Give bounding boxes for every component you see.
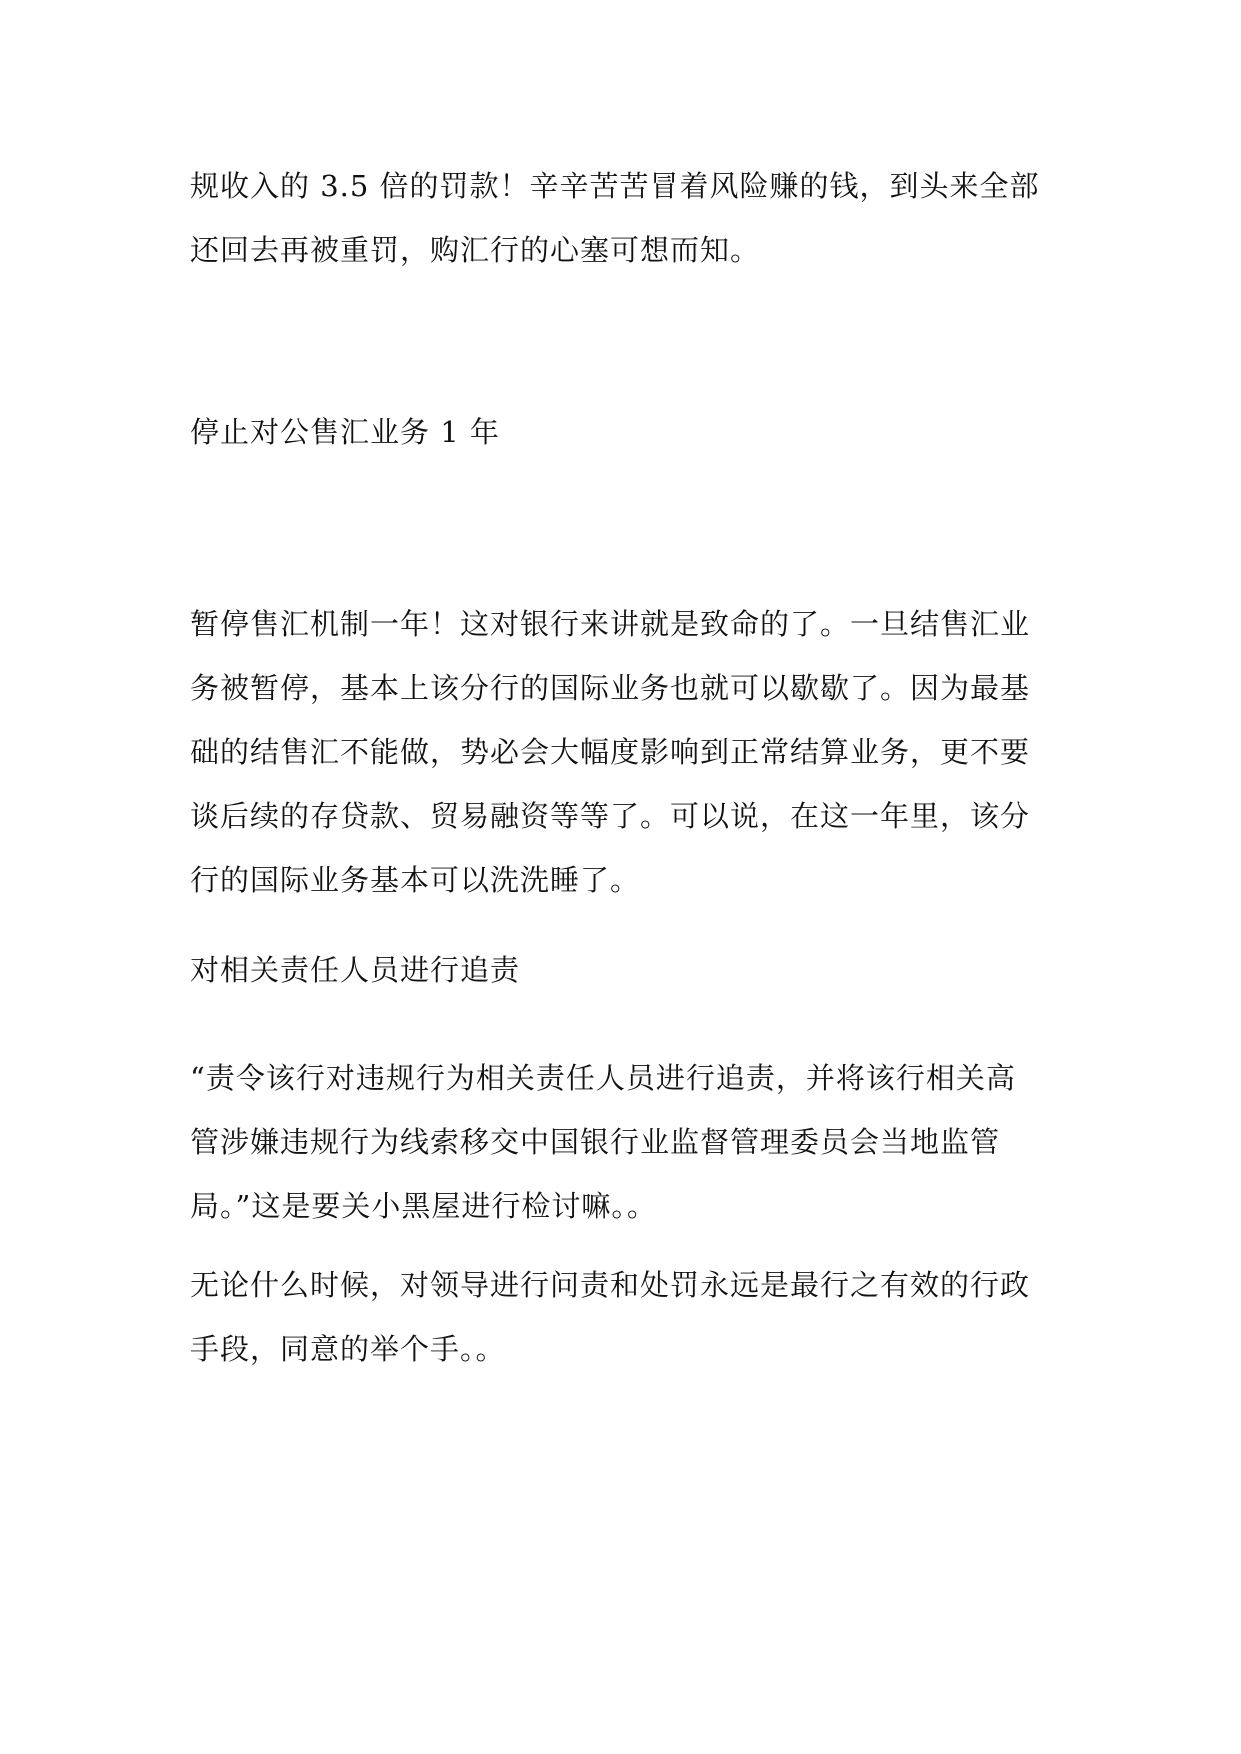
paragraph-line: “责令该行对违规行为相关责任人员进行追责，并将该行相关高	[190, 1061, 1016, 1095]
paragraph-suspension-impact	[190, 592, 1060, 912]
heading-line: 停止对公售汇业务 1 年	[190, 415, 500, 449]
paragraph-line: 无论什么时候，对领导进行问责和处罚永远是最行之有效的行政	[190, 1268, 1031, 1302]
paragraph-line: 局。”这是要关小黑屋进行检讨嘛。。	[190, 1189, 657, 1223]
section-heading-suspend-sales	[190, 400, 1060, 464]
paragraph-leadership-accountability	[190, 1253, 1060, 1381]
paragraph-line: 行的国际业务基本可以洗洗睡了。	[190, 863, 641, 897]
paragraph-line: 手段，同意的举个手。。	[190, 1332, 506, 1366]
paragraph-line: 谈后续的存贷款、贸易融资等等了。可以说，在这一年里，该分	[190, 799, 1031, 833]
paragraph-line: 还回去再被重罚，购汇行的心塞可想而知。	[190, 233, 761, 267]
paragraph-penalty-consequence	[190, 154, 1060, 282]
heading-line: 对相关责任人员进行追责	[190, 953, 521, 987]
paragraph-line: 管涉嫌违规行为线索移交中国银行业监督管理委员会当地监管	[190, 1125, 1001, 1159]
paragraph-line: 务被暂停，基本上该分行的国际业务也就可以歇歇了。因为最基	[190, 671, 1031, 705]
section-heading-accountability	[190, 938, 1060, 1002]
paragraph-line: 暂停售汇机制一年！这对银行来讲就是致命的了。一旦结售汇业	[190, 607, 1031, 641]
paragraph-line: 础的结售汇不能做，势必会大幅度影响到正常结算业务，更不要	[190, 735, 1031, 769]
paragraph-line: 规收入的 3.5 倍的罚款！辛辛苦苦冒着风险赚的钱，到头来全部	[190, 169, 1040, 203]
paragraph-accountability-quote	[190, 1046, 1060, 1238]
